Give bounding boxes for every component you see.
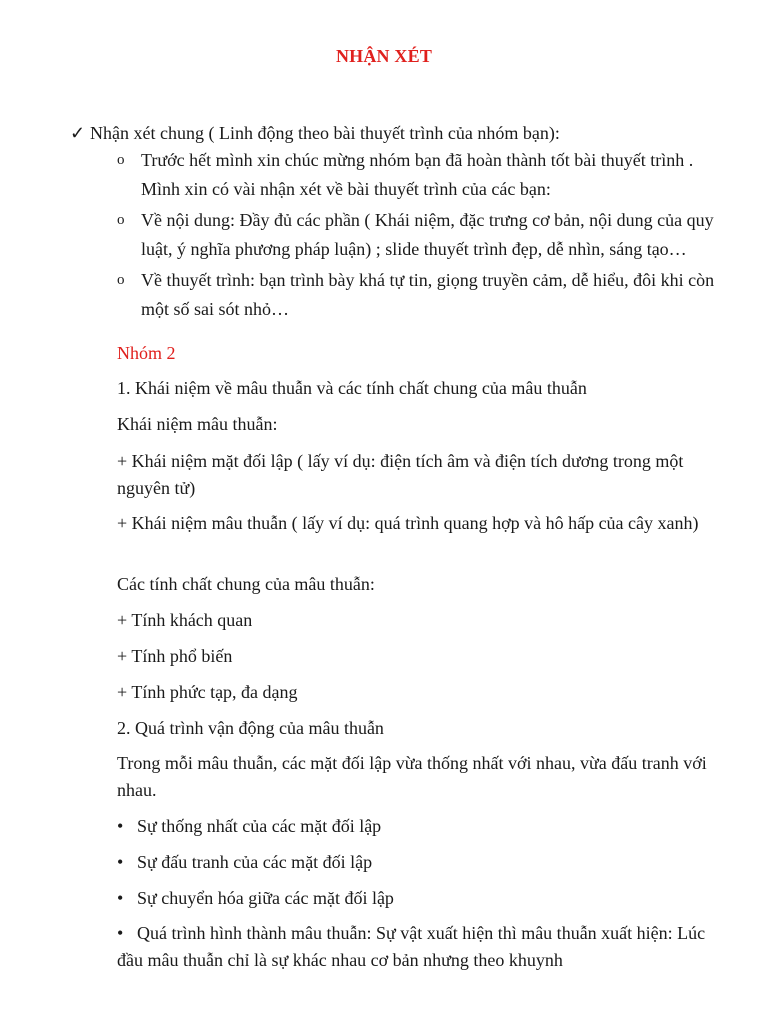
dot-item: [117, 920, 727, 974]
list-item-text: Về thuyết trình: bạn trình bày khá tự tin, giọng truyền cảm, dễ hiểu, đôi khi còn một số sai sót nhỏ…: [141, 270, 715, 319]
concept-heading: Khái niệm mâu thuẫn:: [117, 414, 278, 434]
general-heading-text: Nhận xét chung ( Linh động theo bài thuyết trình của nhóm bạn):: [90, 123, 560, 143]
dot-item-text: Quá trình hình thành mâu thuẫn: Sự vật xuất hiện thì mâu thuẫn xuất hiện: Lúc đầu mâu thuẫn chỉ là sự khác nhau cơ bản nhưng theo khuynh: [117, 923, 706, 970]
section-title: Quá trình vận động của mâu thuẫn: [135, 718, 384, 738]
section-1-heading: [117, 375, 727, 402]
dot-item-text: Sự chuyển hóa giữa các mặt đối lập: [137, 888, 394, 908]
circle-bullet-icon: o: [117, 272, 125, 288]
bullet-dot-icon: •: [117, 852, 124, 872]
concept-item-1: + Khái niệm mặt đối lập ( lấy ví dụ: điện tích âm và điện tích dương trong một nguyên tử): [117, 451, 684, 498]
list-item-text: Trước hết mình xin chúc mừng nhóm bạn đã hoàn thành tốt bài thuyết trình . Mình xin có vài nhận xét về bài thuyết trình của các bạn:: [141, 150, 694, 199]
bullet-dot-icon: •: [117, 923, 124, 943]
bullet-dot-icon: •: [117, 816, 124, 836]
list-item: [117, 146, 727, 204]
circle-bullet-icon: o: [117, 212, 125, 228]
dot-item: [117, 849, 727, 876]
property-item-1: + Tính khách quan: [117, 610, 253, 630]
section-2-heading: [117, 715, 727, 742]
dot-item-text: Sự thống nhất của các mặt đối lập: [137, 816, 382, 836]
properties-heading: Các tính chất chung của mâu thuẫn:: [117, 574, 375, 594]
property-item-2: + Tính phổ biến: [117, 646, 233, 666]
dot-item-text: Sự đấu tranh của các mặt đối lập: [137, 852, 373, 872]
list-item: [117, 266, 727, 324]
section-2-intro: Trong mỗi mâu thuẫn, các mặt đối lập vừa thống nhất với nhau, vừa đấu tranh với nhau.: [117, 753, 707, 800]
section-number: 2.: [117, 718, 131, 738]
circle-bullet-icon: o: [117, 152, 125, 168]
dot-item: [117, 885, 727, 912]
section-number: 1.: [117, 378, 131, 398]
property-item-3: + Tính phức tạp, đa dạng: [117, 682, 298, 702]
dot-item: [117, 813, 727, 840]
list-item-text: Về nội dung: Đầy đủ các phần ( Khái niệm, đặc trưng cơ bản, nội dung của quy luật, ý nghĩa phương pháp luận) ; slide thuyết trình đẹp, dễ nhìn, sáng tạo…: [141, 210, 714, 259]
general-comment-list: [117, 146, 727, 326]
list-item: [117, 206, 727, 264]
page-title: NHẬN XÉT: [335, 46, 433, 66]
concept-item-2: + Khái niệm mâu thuẫn ( lấy ví dụ: quá trình quang hợp và hô hấp của cây xanh): [117, 513, 699, 533]
group-label: Nhóm 2: [117, 343, 176, 363]
bullet-dot-icon: •: [117, 888, 124, 908]
section-title: Khái niệm về mâu thuẫn và các tính chất chung của mâu thuẫn: [135, 378, 587, 398]
checkmark-icon: ✓: [70, 123, 86, 143]
general-comment-heading: [70, 120, 730, 147]
